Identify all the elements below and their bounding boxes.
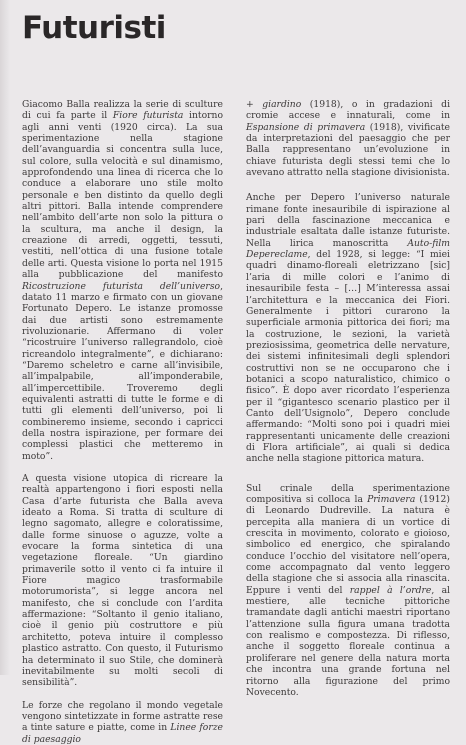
paragraph bbox=[246, 483, 450, 699]
paragraph bbox=[22, 99, 223, 462]
italic-title-text: rappel à l’ordre bbox=[349, 584, 432, 596]
paragraph bbox=[246, 99, 450, 178]
text-column-left bbox=[22, 99, 223, 745]
paragraph bbox=[246, 192, 450, 464]
text-run: , del 1928, si legge: “I miei quadri dinamo-floreali eletrizzano [sic] l’aria di mille colori e l’animo di inesauribile festa – […] M’interessa assai l’architettura e la meccanica dei Fiori. Generalmente i pittori curarono la superficiale armonia pittorica dei fiori; ma la costruzione, le sezioni, la varietà preziosissima, geometrica delle nervature, dei sistemi infinitesimali degli splendori costruttivi non se ne occuparono che i botanici a scopo naturalistico, chimico o fisico”. È dopo aver ricordato l’esperienza per il “gigantesco scenario plastico per il Canto dell’Usignolo”, Depero conclude affermando: “Molti sono poi i quadri miei rappresentanti unicamente delle creazioni di Flora artificiale”, ai quali si dedica anche nella stagione pittorica matura. bbox=[246, 249, 450, 465]
text-run: , al mestiere, alle tecniche pittoriche tramandate dagli antichi maestri riportano l’attenzione sulla figura umana tradotta con realismo e compostezza. Di riflesso, anche il soggetto floreale continua a proliferare nel genere della natura morta che incontra una grande fortuna nel ritorno alla figurazione del primo Novecento. bbox=[246, 584, 450, 698]
text-run: Giacomo Balla realizza la serie di sculture di cui fa parte il bbox=[22, 99, 223, 122]
italic-title-text: Ricostruzione futurista dell’universo bbox=[22, 280, 221, 292]
text-run: (1918), o in gradazioni di cromie accese e innaturali, come in bbox=[246, 99, 451, 122]
text-run: , datato 11 marzo e firmato con un giovane Fortunato Depero. Le istanze promosse dai due artisti sono estremamente rivoluzionarie. Affermano di voler “ricostruire l’universo rallegrandolo, cioè ricreandolo integralmente”, e dichiarano: “Daremo scheletro e carne all’invisibile, all’impalpabile, all’imponderabile, all’impercettibile. Troveremo degli equivalenti astratti di tutte le forme e di tutti gli elementi dell’universo, poi li combineremo insieme, secondo i capricci della nostra ispirazione, per formare dei complessi plastici che metteremo in moto”. bbox=[22, 280, 223, 462]
text-run: intorno agli anni venti (1920 circa). La sua sperimentazione nella stagione dell’avanguardia si concentra sulla luce, sul colore, sulla velocità e sul dinamismo, approfondendo una linea di ricerca che lo conduce a elaborare uno stile molto personale e ben distinto da quello degli altri pittori. Balla intende comprendere nell’ambito dell’arte non solo la pittura o la scultura, ma anche il design, la creazione di arredi, oggetti, tessuti, vestiti, nell’ottica di una fusione totale delle arti. Questa visione lo porta nel 1915 alla pubblicazione del manifesto bbox=[22, 110, 223, 281]
text-run: (1912) di Leonardo Dudreville. La natura è percepita alla maniera di un vortice di crescita in movimento, colorato e gioioso, simbolico ed energico, che spiralando conduce l’occhio del visitatore nell’opera, come accompagnato dal vento leggero della stagione che si associa alla rinascita. Eppure i venti del bbox=[246, 494, 450, 596]
text-run: A questa visione utopica di ricreare la realtà appartengono i fiori esposti nella Casa d’arte futurista che Balla aveva ideato a Roma. Si tratta di sculture di legno sagomato, allegre e coloratissime, dalle forme sinuose o aguzze, volte a evocare la forma sintetica di una vegetazione floreale. “Un giardino primaverile sotto il vento ci fa intuire il Fiore magico trasformabile motorumorista”, si legge ancora nel manifesto, che si conclude con l’ardita affermazione: “Soltanto il genio italiano, cioè il genio più costruttore e più architetto, poteva intuire il complesso plastico astratto. Con questo, il Futurismo ha determinato il suo Stile, che dominerà inevitabilmente su molti secoli di sensibilità”. bbox=[22, 473, 223, 689]
italic-title-text: Espansione di primavera bbox=[246, 121, 366, 133]
text-run: (1918), vivificate da interpretazioni del paesaggio che per Balla rappresentano un’evoluzione in chiave futurista degli stessi temi che lo avevano attratto nella stagione divisionista. bbox=[246, 121, 450, 179]
text-run: Sul crinale della sperimentazione compositiva si colloca la bbox=[246, 482, 450, 505]
italic-title-text: Primavera bbox=[367, 494, 416, 505]
text-run: Le forze che regolano il mondo vegetale vengono sintetizzate in forme astratte rese a tinte sature e piatte, come in bbox=[22, 699, 223, 734]
paragraph bbox=[22, 700, 223, 745]
text-run: Anche per Depero l’universo naturale rimane fonte inesauribile di ispirazione al pari della fascinazione meccanica e industriale esaltata dalle istanze futuriste. Nella lirica manoscritta bbox=[246, 192, 450, 249]
wall-edge-shadow bbox=[0, 0, 10, 675]
text-column-right bbox=[246, 99, 451, 698]
italic-title-text: Fiore futurista bbox=[112, 110, 184, 122]
italic-title-text: Auto-film Depereclame bbox=[246, 237, 450, 261]
paragraph bbox=[22, 473, 223, 689]
italic-title-text: + giardino bbox=[246, 99, 302, 110]
italic-title-text: Linee forze di paesaggio bbox=[22, 722, 223, 745]
page-title: Futuristi bbox=[22, 10, 166, 46]
